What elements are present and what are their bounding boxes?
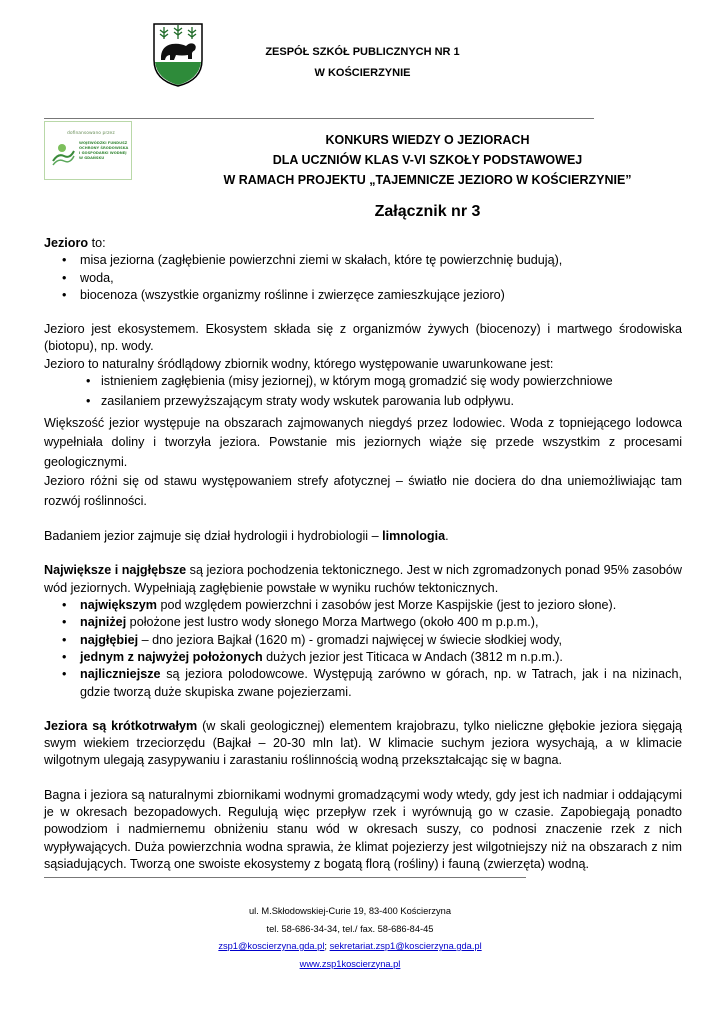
bear-crest-icon [152, 22, 204, 88]
bogs-paragraph: Bagna i jeziora są naturalnymi zbiornikami wodnymi gromadzącymi wody wtedy, gdy jest ich nadmiar i oddającymi je w okresach bezopadowych. Regulują więc przepływ rzek i wyrównują go w czasie. Zapobiegają ponadto powodziom i nadmiernemu obniżeniu stanu wód w okresach suszy, co podnosi znaczenie rzek z nich wypływających. Duża powierzchnia wodna sprawia, że klimat pojezierzy jest wilgotniejszy niż na obszarach z nim sąsiadujących. Tworzą one swoiste ekosystemy z bogatą florą (rośliny) i fauną (zwierzęta) wodną. [44, 787, 682, 871]
contest-title-line2: DLA UCZNIÓW KLAS V-VI SZKOŁY PODSTAWOWEJ [272, 153, 583, 167]
definition-list [44, 252, 682, 304]
record-term: najliczniejsze [80, 667, 161, 682]
list-item: • misa jeziorna (zagłębienie powierzchni ziemi w skałach, które tę powierzchnię budują), [44, 252, 682, 269]
reservoir-paragraph: Jezioro to naturalny śródlądowy zbiornik wodny, którego występowanie uwarunkowane jest: [44, 356, 554, 371]
footer-divider [44, 877, 526, 878]
list-item: • woda, [44, 270, 682, 287]
reservoir-list [44, 373, 682, 411]
largest-lakes-term: Największe i najgłębsze [44, 563, 187, 578]
record-text: pod względem powierzchni i zasobów jest Morze Kaspijskie (jest to jezioro słone). [157, 598, 617, 613]
annex-heading: Załącznik nr 3 [374, 203, 481, 220]
contest-title-line3: W RAMACH PROJEKTU „TAJEMNICZE JEZIORO W KOŚCIERZYNIE” [223, 173, 632, 187]
definition-intro [44, 235, 682, 252]
contest-title [150, 130, 705, 190]
record-text: – dno jeziora Bajkał (1620 m) - gromadzi najwięcej w świecie słodkiej wody, [138, 632, 563, 647]
list-item [44, 614, 682, 631]
largest-lakes-text: są jeziora pochodzenia tektonicznego. Jest w nich zgromadzonych ponad 95% zasobów wód jeziornych. Wypełniają zagłębienie powstałe w wyniku ruchów tektonicznych. [44, 563, 683, 595]
fund-logo-icon [50, 139, 77, 169]
record-term: najgłębiej [80, 632, 139, 647]
list-item [44, 666, 682, 701]
glacier-paragraph: Większość jezior występuje na obszarach zajmowanych niegdyś przez lodowiec. Woda z topniejącego lodowca wypełniała doliny i tworzyła jeziora. Powstanie mis jeziornych wiąże się przede wszystkim z procesami geologicznymi. [44, 415, 682, 469]
record-text: położone jest lustro wody słonego Morza Martwego (około 400 m p.p.m.), [126, 615, 539, 630]
email-link[interactable]: zsp1@koscierzyna.gda.pl [218, 941, 325, 951]
footer-emails [150, 938, 550, 956]
list-item: • istnieniem zagłębienia (misy jeziornej), w którym mogą gromadzić się wody powierzchniowe [44, 373, 682, 390]
list-item: • zasilaniem przewyższającym straty wody wskutek parowania lub odpływu. [44, 393, 682, 410]
list-item [44, 649, 682, 666]
definition-term: Jezioro [44, 236, 89, 250]
definition-intro-rest: to: [88, 236, 106, 250]
limnology-paragraph [44, 528, 682, 545]
footer [150, 903, 550, 973]
school-name [220, 42, 505, 84]
list-item [44, 597, 682, 614]
school-name-line2: W KOŚCIERZYNIE [314, 67, 411, 79]
fund-logo-name: WOJEWÓDZKI FUNDUSZ OCHRONY ŚRODOWISKA I GOSPODARKI WODNEJ W GDAŃSKU [79, 141, 129, 160]
contest-title-line1: KONKURS WIEDZY O JEZIORACH [325, 133, 530, 147]
record-text: są jeziora polodowcowe. Występują zarówno w górach, np. w Tatrach, jak i na nizinach, gdzie tworzą duże skupiska zwane pojezierzami. [80, 667, 682, 699]
email-separator: ; [324, 941, 330, 951]
school-name-line1: ZESPÓŁ SZKÓŁ PUBLICZNYCH NR 1 [265, 46, 460, 58]
document-body [44, 235, 682, 873]
footer-phone: tel. 58-686-34-34, tel./ fax. 58-686-84-45 [266, 923, 434, 934]
short-lived-term: Jeziora są krótkotrwałym [44, 718, 198, 733]
record-term: największym [80, 598, 158, 613]
website-link[interactable]: www.zsp1koscierzyna.pl [299, 958, 401, 969]
records-list [44, 597, 682, 701]
limnology-text: Badaniem jezior zajmuje się dział hydrologii i hydrobiologii – [44, 529, 383, 544]
short-lived-paragraph [44, 718, 682, 770]
short-lived-text: (w skali geologicznej) elementem krajobrazu, tylko nieliczne głębokie jeziora sięgają swym wiekiem trzeciorzędu (Bajkał – 20-30 mln lat). W klimacie suchym jeziora wysychają, a w klimacie wilgotnym ulegają zasypywaniu i zarastaniu roślinnością wodną przekształcając się w bagna. [44, 718, 682, 768]
record-term: najniżej [80, 615, 127, 630]
limnology-end: . [445, 529, 449, 544]
limnology-term: limnologia [382, 529, 446, 544]
secretariat-email-link[interactable]: sekretariat.zsp1@koscierzyna.gda.pl [329, 941, 482, 951]
list-item [44, 632, 682, 649]
ecosystem-paragraph: Jezioro jest ekosystemem. Ekosystem składa się z organizmów żywych (biocenozy) i martwego środowiska (biotopu), np. wody. [44, 322, 682, 354]
footer-address: ul. M.Skłodowskiej-Curie 19, 83-400 Kościerzyna [248, 906, 452, 916]
header-divider [44, 118, 594, 119]
footer-website-row [150, 956, 550, 974]
record-term: jednym z najwyżej położonych [80, 649, 263, 664]
largest-lakes-paragraph [44, 562, 682, 597]
fund-logo-caption: dofinansowano przez [67, 131, 115, 136]
fund-logo [44, 121, 132, 180]
record-text: dużych jezior jest Titicaca w Andach (3812 m n.p.m.). [262, 649, 563, 664]
pond-paragraph: Jezioro różni się od stawu występowaniem strefy afotycznej – światło nie dociera do dna uniemożliwiając tam rozwój roślinności. [44, 474, 682, 508]
list-item: • biocenoza (wszystkie organizmy roślinne i zwierzęce zamieszkujące jezioro) [44, 287, 682, 304]
